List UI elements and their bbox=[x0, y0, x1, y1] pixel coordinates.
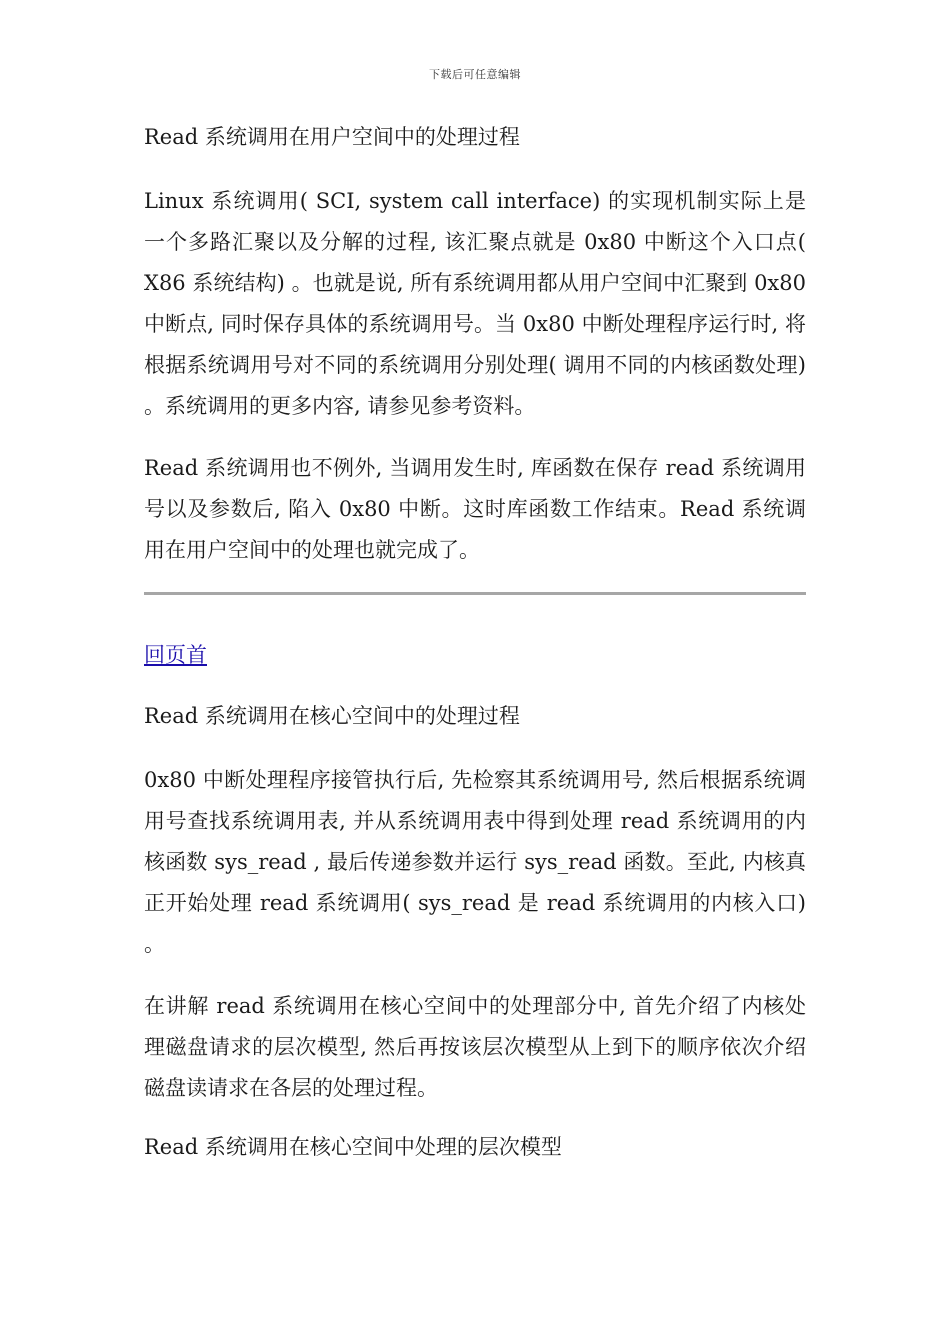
paragraph-layer-intro: 在讲解 read 系统调用在核心空间中的处理部分中, 首先介绍了内核处理磁盘请求的层次模型, 然后再按该层次模型从上到下的顺序依次介绍磁盘读请求在各层的处理过程。 bbox=[144, 994, 806, 1100]
section-title-kernel-space: Read 系统调用在核心空间中的处理过程 bbox=[144, 704, 520, 728]
section-divider bbox=[144, 592, 806, 595]
header-note: 下载后可任意编辑 bbox=[429, 68, 521, 81]
section-title-user-space: Read 系统调用在用户空间中的处理过程 bbox=[144, 125, 520, 149]
section-title-layer-model: Read 系统调用在核心空间中处理的层次模型 bbox=[144, 1135, 562, 1159]
paragraph-interrupt-handler: 0x80 中断处理程序接管执行后, 先检察其系统调用号, 然后根据系统调用号查找系统调用表, 并从系统调用表中得到处理 read 系统调用的内核函数 sys_read , 最后传递参数并运行 sys_read 函数。至此, 内核真正开始处理 read 系统调用( sys_read 是 read 系统调用的内核入口) 。 bbox=[144, 768, 806, 956]
paragraph-sci-mechanism: Linux 系统调用( SCI, system call interface) 的实现机制实际上是一个多路汇聚以及分解的过程, 该汇聚点就是 0x80 中断这个入口点( X86 系统结构) 。也就是说, 所有系统调用都从用户空间中汇聚到 0x80 中断点, 同时保存具体的系统调用号。当 0x80 中断处理程序运行时, 将根据系统调用号对不同的系统调用分别处理( 调用不同的内核函数处理) 。系统调用的更多内容, 请参见参考资料。 bbox=[144, 189, 806, 418]
back-to-top-link[interactable]: 回页首 bbox=[144, 643, 207, 667]
document-content bbox=[144, 120, 806, 1191]
paragraph-read-user-space: Read 系统调用也不例外, 当调用发生时, 库函数在保存 read 系统调用号以及参数后, 陷入 0x80 中断。这时库函数工作结束。Read 系统调用在用户空间中的处理也就完成了。 bbox=[144, 456, 806, 562]
